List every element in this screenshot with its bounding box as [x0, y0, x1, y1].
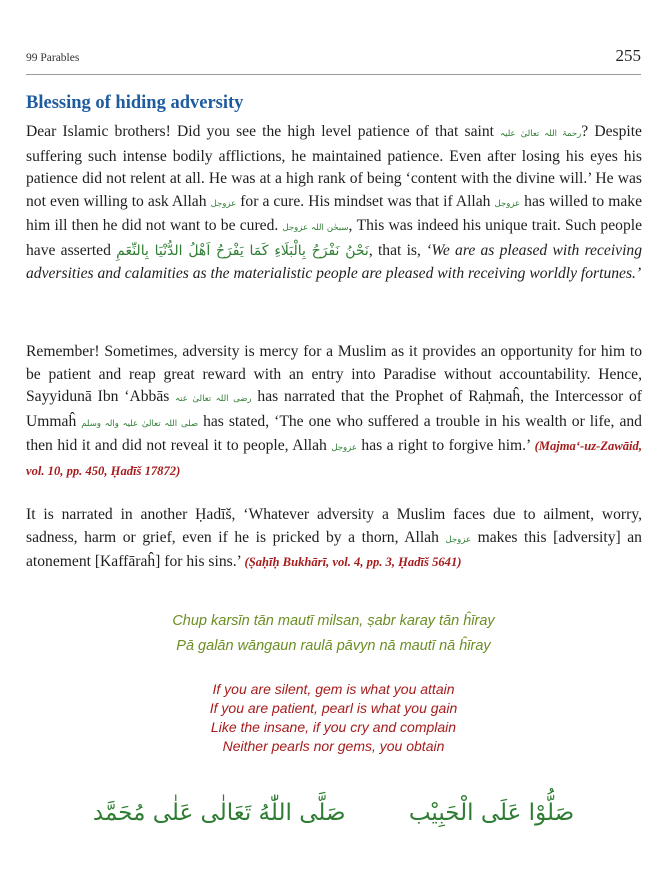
durood-line	[0, 800, 667, 826]
page-header	[26, 46, 641, 75]
reference-citation: (Majma‘-uz-Zawāid, vol. 10, pp. 450, Ḥadīš 17872)	[26, 439, 642, 478]
p1-text-5: , This was indeed his unique trait. Such people have asserted	[26, 217, 642, 259]
poem-line: Like the insane, if you cry and complain	[210, 719, 457, 735]
p1-text-2: ? Despite suffering such intense bodily afflictions, he maintained patience. Even after losing his eyes his patience did not relent at all. He was at a high rank of being ‘content with the divine will.’ He was not even willing to ask Allah	[26, 123, 642, 210]
poem-translation	[0, 680, 667, 756]
paragraph-2	[26, 341, 642, 483]
poem-line: Chup karsīn tān mautī milsan, ṣabr karay tān ĥīray	[172, 613, 495, 629]
poem-line: Pā galān wāngaun raulā pāvyn nā mautī nā ĥīray	[176, 638, 491, 654]
honorific-rahmatullah: رحمۃ اللہ تعالیٰ علیہ	[500, 129, 582, 139]
arabic-quote: نَحْنُ نَفْرَحُ بِالْبَلَاءِ كَمَا يَفْرَحُ اَهْلُ الدُّنْيَا بِالنِّعَمِ	[116, 242, 369, 259]
translated-quote: ‘We are as pleased with receiving adversities and calamities as the materialistic people are pleased with receiving worldly fortunes.’	[26, 241, 642, 282]
book-title: 99 Parables	[26, 52, 80, 64]
poem-line: If you are silent, gem is what you attain	[212, 681, 455, 697]
p1-text-4: has willed to make him ill then he did not want to be cured.	[26, 192, 642, 235]
section-title: Blessing of hiding adversity	[26, 93, 244, 113]
poem-line: If you are patient, pearl is what you gain	[209, 700, 458, 716]
p1-text-6: , that is,	[368, 241, 427, 259]
honorific-subhanallah: سبحٰن اللہ عزوجل	[282, 223, 349, 234]
poem-transliteration	[0, 609, 667, 659]
honorific-sallallahu: صلی اللہ تعالیٰ علیہ والہ وسلم	[81, 418, 199, 429]
paragraph-3	[26, 504, 642, 574]
honorific-azzawajal: عزوجل	[494, 198, 521, 209]
honorific-azzawajal: عزوجل	[331, 443, 357, 454]
p2-text-2: has narrated that the Prophet of Raḥmaĥ, the Intercessor of Ummaĥ	[26, 388, 643, 430]
p2-text-4: has a right to forgive him.’	[356, 437, 535, 455]
reference-citation: (Ṣaḥīḥ Bukhārī, vol. 4, pp. 3, Ḥadīš 5641)	[244, 555, 462, 570]
p2-text-3: has stated, ‘The one who suffered a trouble in his wealth or life, and then hid it and did not reveal it to people, Allah	[26, 412, 642, 455]
p1-text-1: Dear Islamic brothers! Did you see the high level patience of that saint	[26, 123, 501, 140]
page-number: 255	[615, 46, 641, 65]
durood-blessing: صَلَّى اللّٰهُ تَعَالٰى عَلٰى مُحَمَّد	[92, 800, 346, 826]
honorific-azzawajal: عزوجل	[210, 198, 237, 209]
p1-text-3: for a cure. His mindset was that if Allah	[236, 192, 495, 210]
durood-salutation: صَلُّوْا عَلَى الْحَبِيْب	[408, 800, 575, 826]
paragraph-1	[26, 121, 642, 285]
p3-text-1: It is narrated in another Ḥadīš, ‘Whatever adversity a Muslim faces due to ailment, worry, sadness, harm or grief, even if he is pricked by a thorn, Allah	[26, 506, 642, 546]
p2-text-1: Remember! Sometimes, adversity is mercy for a Muslim as it provides an opportunity for him to be patient and reap great reward with an entry into Paradise without accountability. Hence, Sayyidunā Ibn ‘Abbās	[26, 343, 642, 406]
p3-text-2: makes this [adversity] an atonement [Kaffāraĥ] for his sins.’	[26, 528, 642, 571]
honorific-radiallahu: رضی اللہ تعالیٰ عنہ	[175, 394, 252, 405]
poem-line: Neither pearls nor gems, you obtain	[222, 738, 445, 754]
honorific-azzawajal: عزوجل	[445, 534, 472, 545]
